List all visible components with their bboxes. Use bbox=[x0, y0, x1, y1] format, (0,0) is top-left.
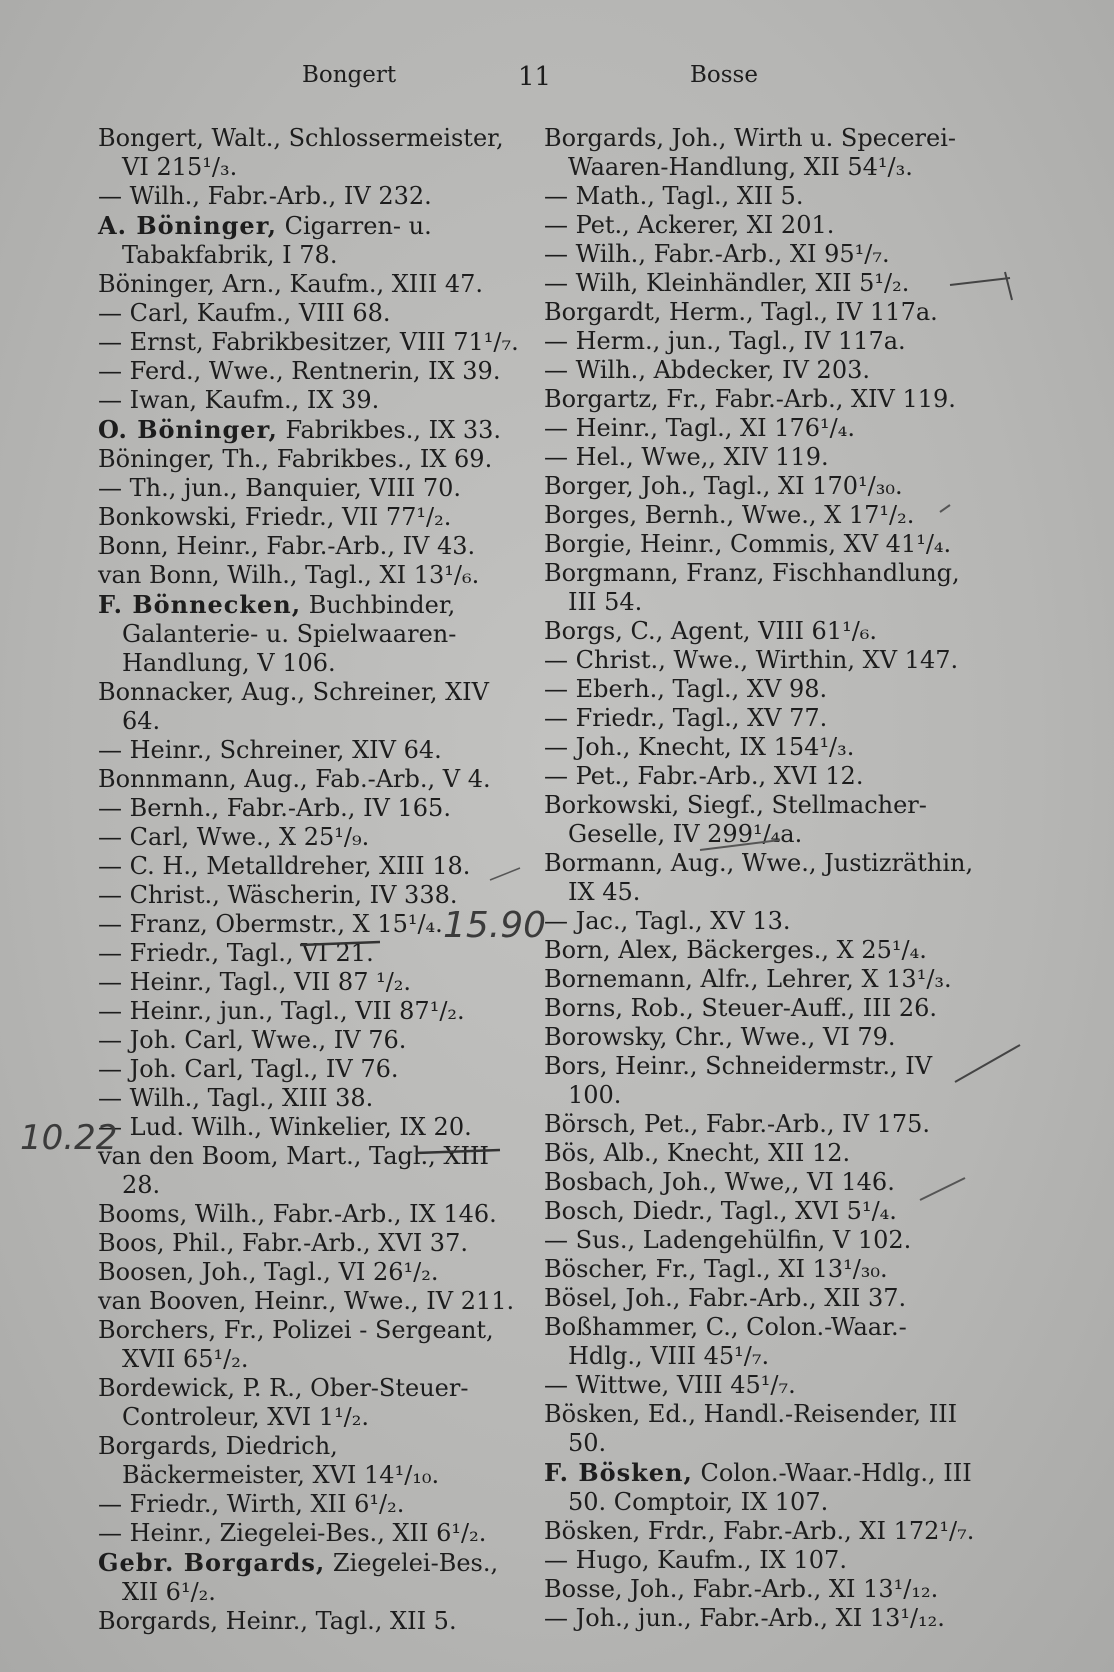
entry-text: — Bernh., Fabr.-Arb., IV 165. bbox=[98, 794, 451, 822]
entry-text: — Wilh., Fabr.-Arb., XI 95¹/₇. bbox=[544, 240, 890, 268]
entry-text: Borgs, C., Agent, VIII 61¹/₆. bbox=[544, 617, 878, 645]
entry-text: Borgartz, Fr., Fabr.-Arb., XIV 119. bbox=[544, 385, 956, 413]
entry-text: — Ernst, Fabrikbesitzer, VIII 71¹/₇. bbox=[98, 328, 519, 356]
entry-text: — Th., jun., Banquier, VIII 70. bbox=[98, 474, 461, 502]
entry-text: Böscher, Fr., Tagl., XI 13¹/₃₀. bbox=[544, 1255, 888, 1283]
entry-text: Borgardt, Herm., Tagl., IV 117a. bbox=[544, 298, 938, 326]
entry-text: — Joh. Carl, Tagl., IV 76. bbox=[98, 1055, 399, 1083]
pencil-stroke bbox=[490, 868, 520, 880]
pencil-stroke bbox=[955, 1045, 1020, 1082]
entry-text: — Heinr., jun., Tagl., VII 87¹/₂. bbox=[98, 997, 465, 1025]
pencil-stroke bbox=[700, 840, 780, 850]
entry-text: Borchers, Fr., Polizei - Sergeant, XVII 65¹/₂. bbox=[98, 1316, 494, 1373]
firm-name: F. Bönnecken, bbox=[98, 590, 302, 619]
entry-text: — Heinr., Tagl., XI 176¹/₄. bbox=[544, 414, 855, 442]
entry-text: Born, Alex, Bäckerges., X 25¹/₄. bbox=[544, 936, 927, 964]
entry-text: Borger, Joh., Tagl., XI 170¹/₃₀. bbox=[544, 472, 903, 500]
handwritten-correction: 15.90 bbox=[443, 905, 547, 946]
strikethrough-line bbox=[416, 1150, 500, 1153]
entry-text: Bös, Alb., Knecht, XII 12. bbox=[544, 1139, 851, 1167]
entry-text: — Joh., jun., Fabr.-Arb., XI 13¹/₁₂. bbox=[544, 1604, 945, 1632]
firm-name: O. Böninger, bbox=[98, 415, 278, 444]
entry-text: — Carl, Kaufm., VIII 68. bbox=[98, 299, 391, 327]
pencil-stroke bbox=[920, 1178, 965, 1200]
entry-text: Börsch, Pet., Fabr.-Arb., IV 175. bbox=[544, 1110, 931, 1138]
entry-text: van Bonn, Wilh., Tagl., XI 13¹/₆. bbox=[98, 561, 480, 589]
entry-text: Borgie, Heinr., Commis, XV 41¹/₄. bbox=[544, 530, 952, 558]
entry-text: — Heinr., Ziegelei-Bes., XII 6¹/₂. bbox=[98, 1519, 487, 1547]
entry-text: Bonnacker, Aug., Schreiner, XIV 64. bbox=[98, 678, 489, 735]
entry-text: — Jac., Tagl., XV 13. bbox=[544, 907, 791, 935]
entry-text: Bosse, Joh., Fabr.-Arb., XI 13¹/₁₂. bbox=[544, 1575, 939, 1603]
entry-text: Bösel, Joh., Fabr.-Arb., XII 37. bbox=[544, 1284, 907, 1312]
entry-text: Bösken, Ed., Handl.-Reisender, III 50. bbox=[544, 1400, 958, 1457]
entry-text: — Franz, Obermstr., X 15¹/₄. bbox=[98, 910, 443, 938]
entry-text: — Joh., Knecht, IX 154¹/₃. bbox=[544, 733, 855, 761]
entry-text: Ziegelei-Bes., XII 6¹/₂. bbox=[122, 1549, 499, 1606]
entry-text: — Wilh, Kleinhändler, XII 5¹/₂. bbox=[544, 269, 910, 297]
entry-text: — C. H., Metalldreher, XIII 18. bbox=[98, 852, 471, 880]
entry-text: Borowsky, Chr., Wwe., VI 79. bbox=[544, 1023, 896, 1051]
entry-text: — Heinr., Schreiner, XIV 64. bbox=[98, 736, 442, 764]
entry-text: Boosen, Joh., Tagl., VI 26¹/₂. bbox=[98, 1258, 439, 1286]
entry-text: van den Boom, Mart., Tagl., XIII 28. bbox=[98, 1142, 489, 1199]
entry-text: — Hugo, Kaufm., IX 107. bbox=[544, 1546, 847, 1574]
pencil-stroke bbox=[950, 278, 1010, 285]
entry-text: — Joh. Carl, Wwe., IV 76. bbox=[98, 1026, 407, 1054]
entry-text: — Pet., Ackerer, XI 201. bbox=[544, 211, 835, 239]
header-left: Bongert bbox=[302, 62, 397, 88]
entry-text: — Wilh., Tagl., XIII 38. bbox=[98, 1084, 374, 1112]
entry-text: — Hel., Wwe,, XIV 119. bbox=[544, 443, 829, 471]
entry-text: Bosch, Diedr., Tagl., XVI 5¹/₄. bbox=[544, 1197, 897, 1225]
entry-text: — Wittwe, VIII 45¹/₇. bbox=[544, 1371, 796, 1399]
entry-text: Bornemann, Alfr., Lehrer, X 13¹/₃. bbox=[544, 965, 952, 993]
entry-text: Colon.-Waar.-Hdlg., III 50. Comptoir, IX 107. bbox=[568, 1459, 972, 1516]
entry-text: — Heinr., Tagl., VII 87 ¹/₂. bbox=[98, 968, 412, 996]
pencil-stroke bbox=[940, 505, 950, 512]
firm-name: F. Bösken, bbox=[544, 1458, 693, 1487]
entry-text: Bors, Heinr., Schneidermstr., IV 100. bbox=[544, 1052, 933, 1109]
entry-text: Böninger, Th., Fabrikbes., IX 69. bbox=[98, 445, 493, 473]
entry-text: Booms, Wilh., Fabr.-Arb., IX 146. bbox=[98, 1200, 497, 1228]
entry-text: Buchbinder, Galanterie- u. Spielwaaren-Handlung, V 106. bbox=[122, 591, 457, 677]
entry-text: — Friedr., Tagl., XV 77. bbox=[544, 704, 828, 732]
entry-text: — Eberh., Tagl., XV 98. bbox=[544, 675, 828, 703]
entry-text: Bordewick, P. R., Ober-Steuer-Controleur, XVI 1¹/₂. bbox=[98, 1374, 469, 1431]
entry-text: — Friedr., Tagl., VI 21. bbox=[98, 939, 374, 967]
strikethrough-line bbox=[300, 942, 380, 945]
entry-text: Bösken, Frdr., Fabr.-Arb., XI 172¹/₇. bbox=[544, 1517, 975, 1545]
entry-text: Borgards, Heinr., Tagl., XII 5. bbox=[98, 1607, 457, 1635]
header-right: Bosse bbox=[690, 62, 758, 88]
entry-text: — Iwan, Kaufm., IX 39. bbox=[98, 386, 380, 414]
entry-text: — Math., Tagl., XII 5. bbox=[544, 182, 804, 210]
entry-text: — Pet., Fabr.-Arb., XVI 12. bbox=[544, 762, 864, 790]
entry-text: — Lud. Wilh., Winkelier, IX 20. bbox=[98, 1113, 472, 1141]
entry-text: Böninger, Arn., Kaufm., XIII 47. bbox=[98, 270, 484, 298]
entry-text: Bonkowski, Friedr., VII 77¹/₂. bbox=[98, 503, 452, 531]
entry-text: — Sus., Ladengehülfin, V 102. bbox=[544, 1226, 912, 1254]
entry-text: van Booven, Heinr., Wwe., IV 211. bbox=[98, 1287, 515, 1315]
entry-text: Bonnmann, Aug., Fab.-Arb., V 4. bbox=[98, 765, 491, 793]
entry-text: — Christ., Wäscherin, IV 338. bbox=[98, 881, 458, 909]
entry-text: — Herm., jun., Tagl., IV 117a. bbox=[544, 327, 906, 355]
handwritten-margin-note: 10.22 bbox=[20, 1118, 118, 1158]
entry-text: — Carl, Wwe., X 25¹/₉. bbox=[98, 823, 370, 851]
page-number: 11 bbox=[518, 62, 552, 92]
entry-text: Boßhammer, C., Colon.-Waar.-Hdlg., VIII 45¹/₇. bbox=[544, 1313, 907, 1370]
entry-text: — Ferd., Wwe., Rentnerin, IX 39. bbox=[98, 357, 501, 385]
entry-text: Borns, Rob., Steuer-Auff., III 26. bbox=[544, 994, 937, 1022]
entry-text: Borges, Bernh., Wwe., X 17¹/₂. bbox=[544, 501, 915, 529]
entry-text: Bongert, Walt., Schlossermeister, VI 215¹/₃. bbox=[98, 124, 504, 181]
entry-text: Borgmann, Franz, Fischhandlung, III 54. bbox=[544, 559, 960, 616]
entry-text: Borgards, Joh., Wirth u. Specerei-Waaren-Handlung, XII 54¹/₃. bbox=[544, 124, 957, 181]
entry-text: — Christ., Wwe., Wirthin, XV 147. bbox=[544, 646, 959, 674]
entry-text: Bosbach, Joh., Wwe,, VI 146. bbox=[544, 1168, 895, 1196]
entry-text: Borgards, Diedrich, Bäckermeister, XVI 14¹/₁₀. bbox=[98, 1432, 440, 1489]
entry-text: — Friedr., Wirth, XII 6¹/₂. bbox=[98, 1490, 405, 1518]
entry-text: Bonn, Heinr., Fabr.-Arb., IV 43. bbox=[98, 532, 476, 560]
firm-name: A. Böninger, bbox=[98, 211, 277, 240]
firm-name: Gebr. Borgards, bbox=[98, 1548, 326, 1577]
entry-text: Fabrikbes., IX 33. bbox=[285, 416, 501, 444]
entry-text: Borkowski, Siegf., Stellmacher-Geselle, IV 299¹/₄a. bbox=[544, 791, 927, 848]
entry-text: Boos, Phil., Fabr.-Arb., XVI 37. bbox=[98, 1229, 468, 1257]
entry-text: Bormann, Aug., Wwe., Justizräthin, IX 45. bbox=[544, 849, 974, 906]
entry-text: Cigarren- u. Tabakfabrik, I 78. bbox=[122, 212, 432, 269]
entry-text: — Wilh., Abdecker, IV 203. bbox=[544, 356, 870, 384]
entry-text: — Wilh., Fabr.-Arb., IV 232. bbox=[98, 182, 432, 210]
pencil-stroke bbox=[1005, 272, 1012, 300]
